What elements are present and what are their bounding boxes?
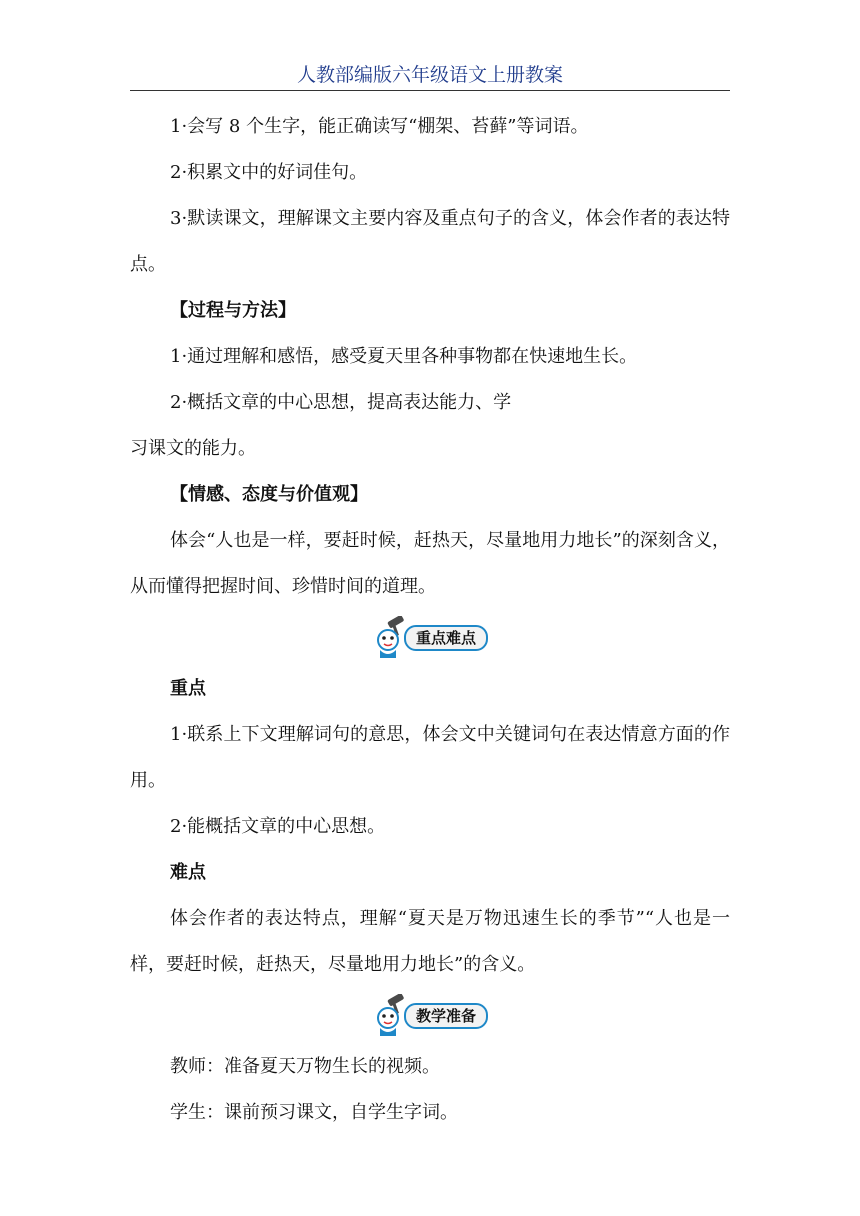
objective-item-2: 2·积累文中的好词佳句。 bbox=[170, 162, 368, 183]
emotion-heading: 【情感、态度与价值观】 bbox=[170, 484, 368, 505]
emotion-text: 体会“人也是一样，要赶时候，赶热天，尽量地用力地长”的深刻含义，从而懂得把握时间、珍惜时间的道理。 bbox=[130, 530, 730, 597]
prep-teacher: 教师：准备夏天万物生长的视频。 bbox=[170, 1056, 440, 1077]
process-item-1: 1·通过理解和感悟，感受夏天里各种事物都在快速地生长。 bbox=[170, 346, 638, 367]
page-header: 人教部编版六年级语文上册教案 bbox=[130, 62, 730, 91]
key-heading: 重点 bbox=[170, 678, 206, 699]
key-item-1: 1·联系上下文理解词句的意思，体会文中关键词句在表达情意方面的作用。 bbox=[130, 724, 730, 791]
badge-label: 重点难点 bbox=[404, 625, 488, 651]
objective-item-1: 1·会写 8 个生字，能正确读写“棚架、苔藓”等词语。 bbox=[170, 116, 589, 137]
objective-item-3: 3·默读课文，理解课文主要内容及重点句子的含义，体会作者的表达特点。 bbox=[130, 208, 730, 275]
difficult-heading: 难点 bbox=[170, 862, 206, 883]
lesson-content bbox=[130, 104, 730, 1136]
prep-student: 学生：课前预习课文，自学生字词。 bbox=[170, 1102, 458, 1123]
process-heading: 【过程与方法】 bbox=[170, 300, 296, 321]
teaching-prep-badge bbox=[130, 988, 730, 1044]
key-difficult-badge bbox=[130, 610, 730, 666]
badge-label: 教学准备 bbox=[404, 1003, 488, 1029]
process-item-2: 2·概括文章的中心思想，提高表达能力、学 bbox=[170, 392, 512, 413]
key-item-2: 2·能概括文章的中心思想。 bbox=[170, 816, 386, 837]
process-item-2-continued: 习课文的能力。 bbox=[130, 438, 256, 459]
difficult-text: 体会作者的表达特点，理解“夏天是万物迅速生长的季节”“人也是一样，要赶时候，赶热天，尽量地用力地长”的含义。 bbox=[130, 908, 730, 975]
